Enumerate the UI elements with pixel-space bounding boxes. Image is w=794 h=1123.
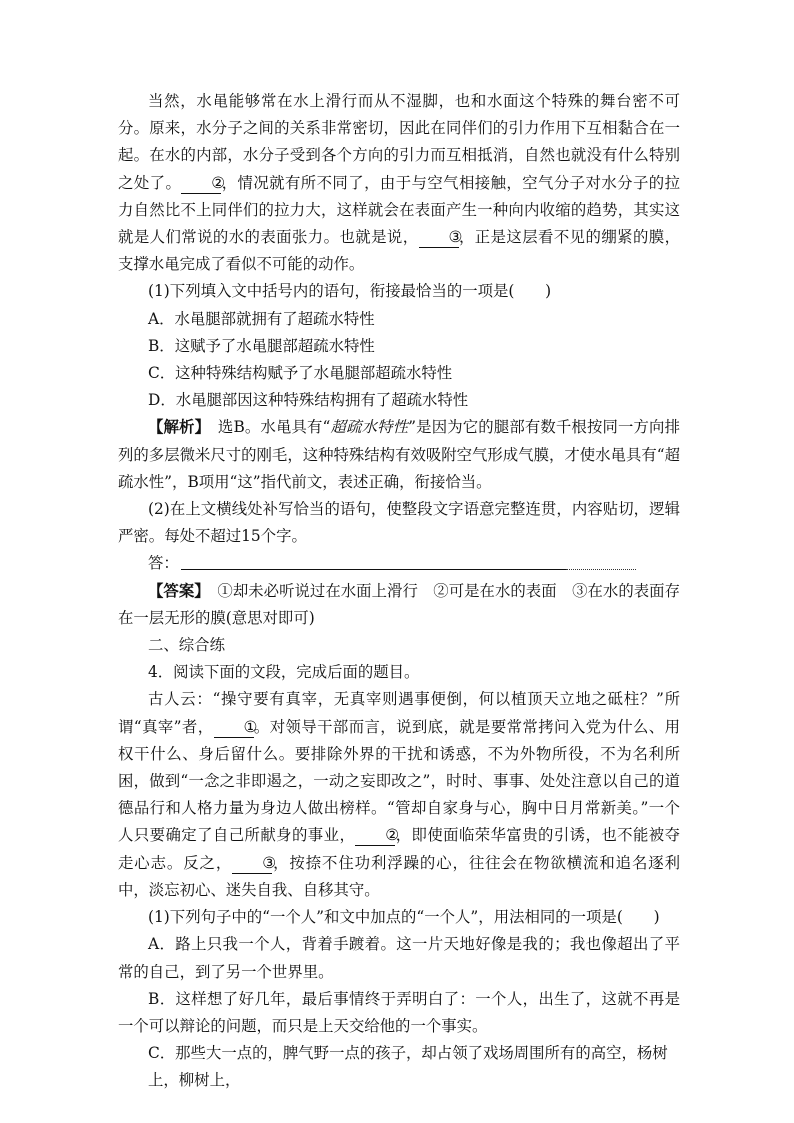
option-c: C．这种特殊结构赋予了水黾腿部超疏水特性 bbox=[148, 364, 453, 383]
question-1-stem: (1)下列填入文中括号内的语句，衔接最恰当的一项是( ) bbox=[148, 282, 552, 301]
analysis-block: 【解析】 选B。水黾具有“超疏水特性”是因为它的腿部有数千根按同一方向排列的多层微米尺寸的刚毛，这种特殊结构有效吸附空气形成气膜，才使水黾具有“超疏水性”，B项用“这”指代前文，表述正确，衔接恰当。 bbox=[118, 418, 680, 491]
question-3-stem: (1)下列句子中的“一个人”和文中加点的“一个人”，用法相同的一项是( ) bbox=[148, 908, 660, 927]
answer-dotted-line bbox=[566, 569, 636, 570]
answer-prefix: 答： bbox=[148, 554, 179, 573]
option-b-2: B．这样想了好几年，最后事情终于弄明白了：一个人，出生了，这就不再是一个可以辩论的问题，而只是上天交给他的一个事实。 bbox=[118, 989, 680, 1035]
passage-paragraph-1: 当然，水黾能够常在水上滑行而从不湿脚，也和水面这个特殊的舞台密不可分。原来，水分子之间的关系非常密切，因此在同伴们的引力作用下互相黏合在一起。在水的内部，水分子受到各个方向的引力而互相抵消，自然也就没有什么特别之处了。 ②，情况就有所不同了，由于与空气相接触，空气分子对水分子的拉力自然比不上同伴们的拉力大，这样就会在表面产生一种向内收缩的趋势，其实这就是人们常说的水的表面张力。也就是说， ③，正是这层看不见的绷紧的膜，支撑水黾完成了看似不可能的动作。 bbox=[118, 92, 680, 274]
section-title: 二、综合练 bbox=[148, 636, 225, 655]
answer-label: 【答案】 bbox=[148, 581, 202, 600]
question-4-heading: 4．阅读下面的文段，完成后面的题目。 bbox=[148, 663, 420, 682]
option-c-2: C．那些大一点的，脾气野一点的孩子，却占领了戏场周围所有的高空，杨树上，柳树上， bbox=[148, 1044, 668, 1090]
answer-block: 【答案】 ①却未必听说过在水面上滑行 ②可是在水的表面 ③在水的表面存在一层无形的膜(意思对即可) bbox=[118, 581, 680, 627]
option-a: A．水黾腿部就拥有了超疏水特性 bbox=[148, 309, 375, 328]
answer-line bbox=[181, 569, 566, 570]
blank-2: ② bbox=[181, 174, 221, 194]
blank-2b: ② bbox=[355, 826, 395, 846]
blank-3: ③ bbox=[419, 228, 459, 248]
option-d: D．水黾腿部因这种特殊结构拥有了超疏水特性 bbox=[148, 391, 469, 410]
blank-1: ① bbox=[214, 718, 254, 738]
analysis-label: 【解析】 bbox=[148, 418, 203, 437]
document-body bbox=[118, 88, 680, 1095]
blank-3b: ③ bbox=[232, 854, 272, 874]
passage-paragraph-2: 古人云：“操守要有真宰，无真宰则遇事便倒，何以植顶天立地之砥柱？”所谓“真宰”者， ①。对领导干部而言，说到底，就是要常常拷问入党为什么、用权干什么、身后留什么。要排除外界的干扰和诱惑，不为外物所役，不为名利所困，做到“一念之非即遏之，一动之妄即改之”，时时、事事、处处注意以自己的道德品行和人格力量为身边人做出榜样。“管却自家身与心，胸中日月常新美。”一个人只要确定了自己所献身的事业， ②，即使面临荣华富贵的引诱，也不能被夺走心志。反之， ③，按捺不住功利浮躁的心，往往会在物欲横流和追名逐利中，淡忘初心、迷失自我、自移其守。 bbox=[118, 690, 680, 899]
option-b: B．这赋予了水黾腿部超疏水特性 bbox=[148, 336, 375, 355]
option-a-2: A．路上只我一个人，背着手踱着。这一片天地好像是我的；我也像超出了平常的自己，到了另一个世界里。 bbox=[118, 935, 680, 981]
answer-input-row bbox=[118, 550, 680, 577]
question-2-stem: (2)在上文横线处补写恰当的语句，使整段文字语意完整连贯，内容贴切，逻辑严密。每处不超过15个字。 bbox=[118, 500, 680, 546]
